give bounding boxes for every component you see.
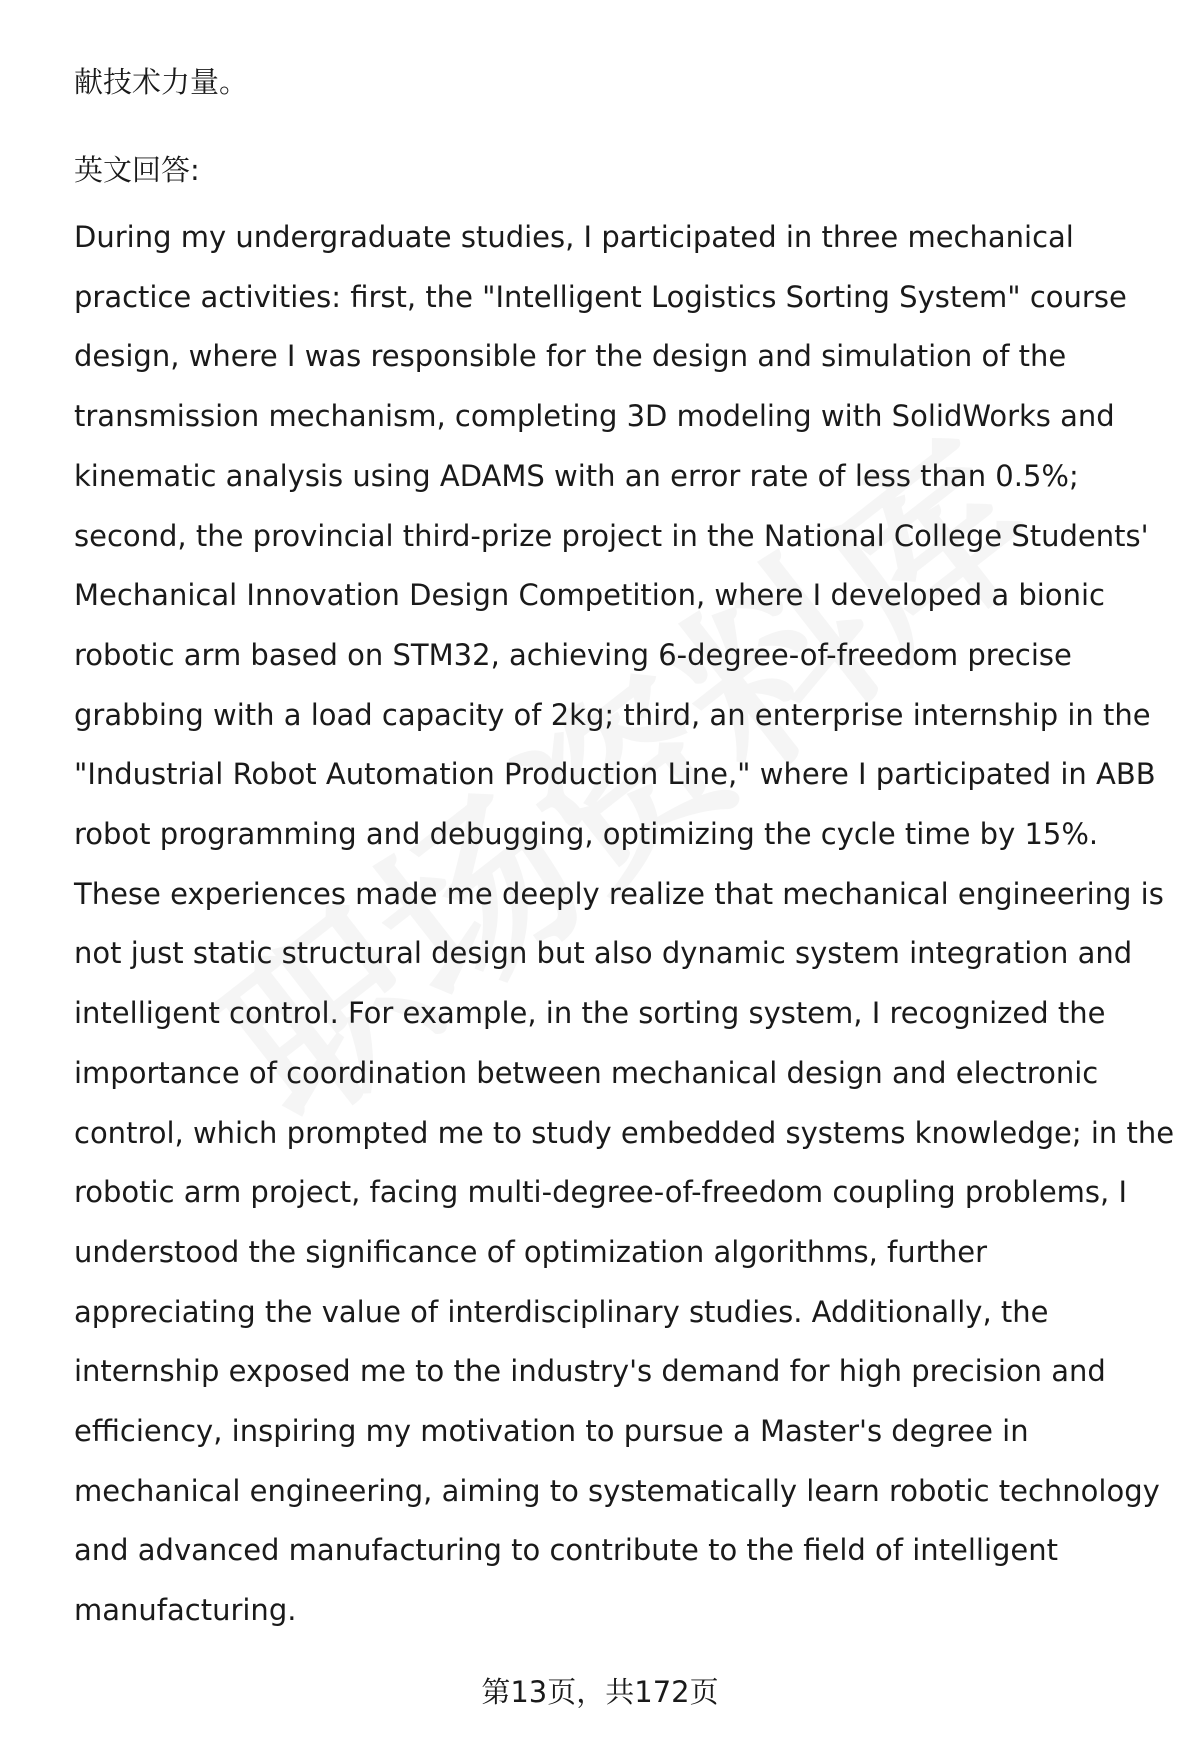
answer-line: During my undergraduate studies, I participated in three mechanical [74,220,1074,254]
answer-line: importance of coordination between mechanical design and electronic [74,1055,1099,1090]
answer-label: 英文回答: [74,153,200,187]
answer-line: control, which prompted me to study embedded systems knowledge; in the [74,1115,1175,1150]
answer-line: These experiences made me deeply realize that mechanical engineering is [74,876,1164,911]
continuation-text: 献技术力量。 [74,65,249,99]
answer-line: mechanical engineering, aiming to systematically learn robotic technology [74,1473,1160,1508]
answer-line: design, where I was responsible for the design and simulation of the [74,339,1067,374]
answer-line: understood the significance of optimization algorithms, further [74,1234,988,1269]
answer-line: grabbing with a load capacity of 2kg; third, an enterprise internship in the [74,697,1151,732]
answer-line: robotic arm based on STM32, achieving 6-degree-of-freedom precise [74,637,1072,672]
answer-line: robotic arm project, facing multi-degree-of-freedom coupling problems, I [74,1175,1128,1210]
page-number: 第13页，共172页 [481,1675,719,1709]
answer-line: and advanced manufacturing to contribute to the field of intelligent [74,1533,1059,1568]
answer-line: manufacturing. [74,1593,297,1628]
answer-paragraph [74,208,1175,1641]
answer-line: efficiency, inspiring my motivation to pursue a Master's degree in [74,1414,1029,1449]
answer-line: not just static structural design but also dynamic system integration and [74,936,1133,971]
answer-line: practice activities: first, the "Intelligent Logistics Sorting System" course [74,279,1127,314]
answer-line: kinematic analysis using ADAMS with an error rate of less than 0.5%; [74,458,1079,493]
answer-line: transmission mechanism, completing 3D modeling with SolidWorks and [74,399,1115,434]
answer-line: internship exposed me to the industry's demand for high precision and [74,1354,1106,1389]
answer-line: Mechanical Innovation Design Competition, where I developed a bionic [74,578,1105,613]
answer-line: appreciating the value of interdisciplinary studies. Additionally, the [74,1294,1049,1329]
answer-line: second, the provincial third-prize project in the National College Students' [74,518,1149,553]
answer-line: "Industrial Robot Automation Production Line," where I participated in ABB [74,757,1156,792]
answer-line: robot programming and debugging, optimizing the cycle time by 15%. [74,817,1099,852]
answer-line: intelligent control. For example, in the sorting system, I recognized the [74,996,1106,1031]
